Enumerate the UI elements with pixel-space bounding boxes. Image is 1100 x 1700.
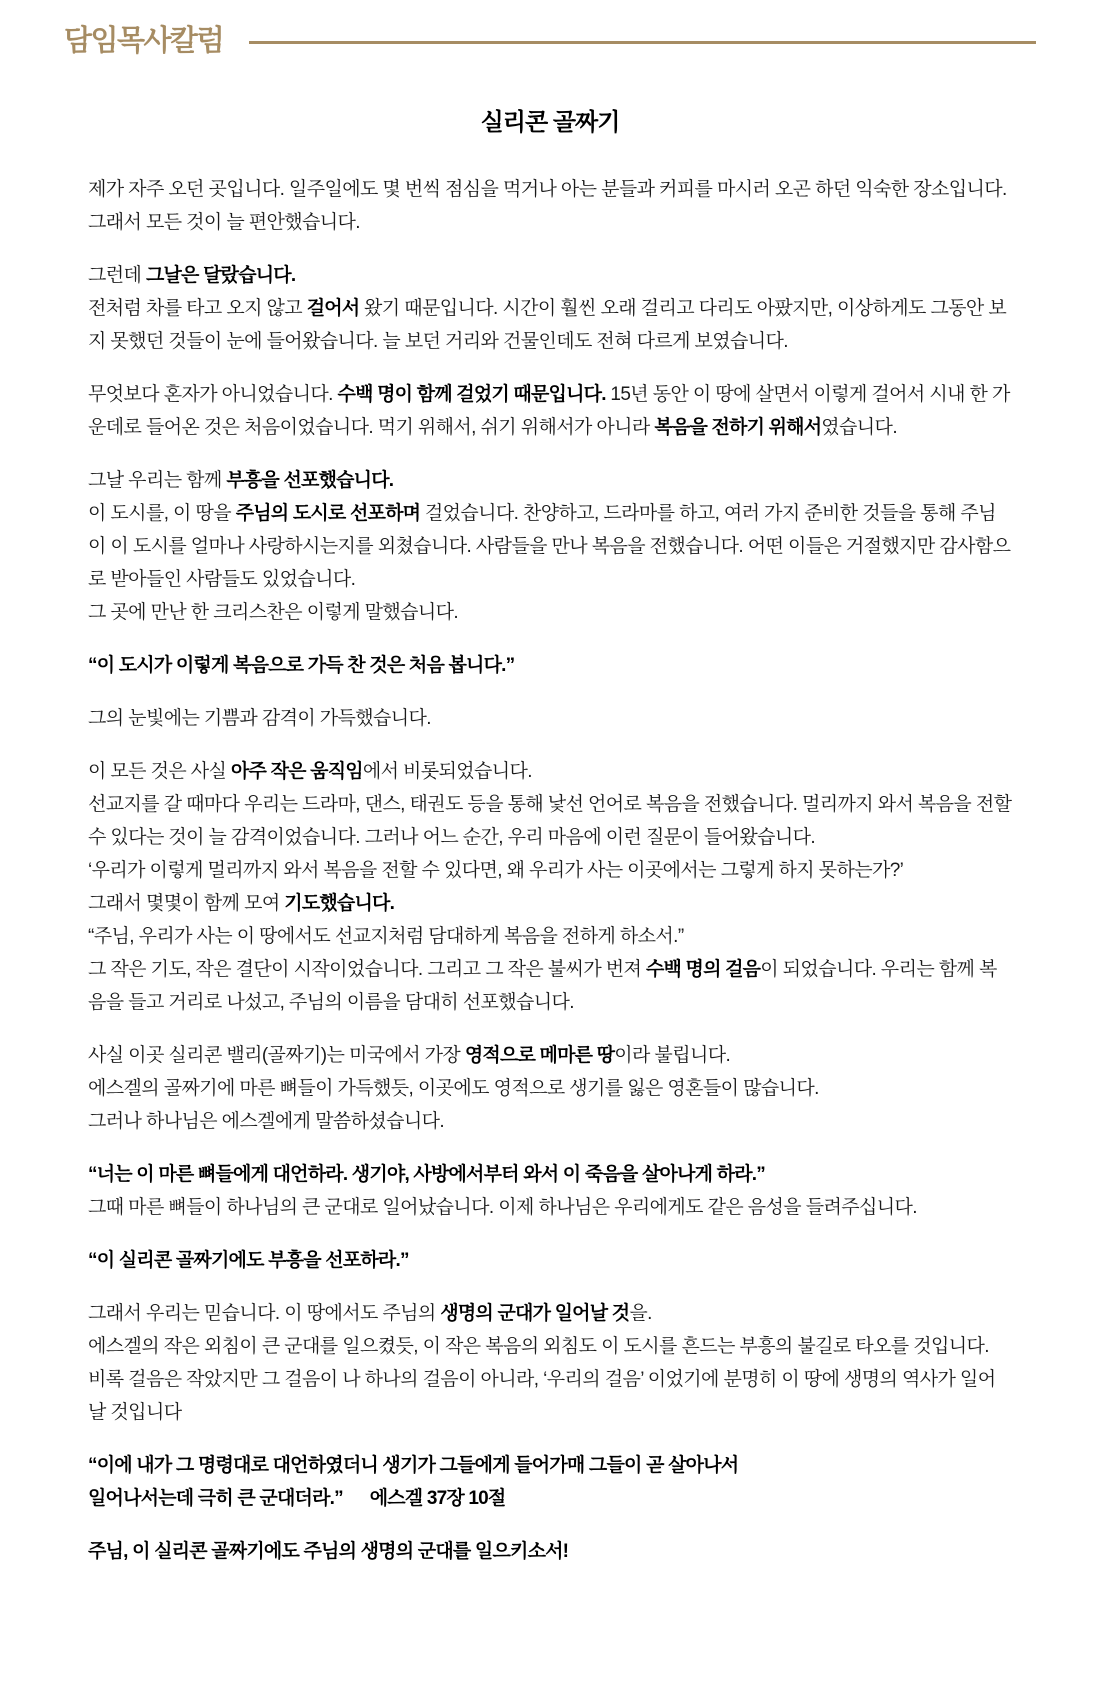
body-text: 이라 불립니다. [614, 1044, 731, 1066]
emphasis-text: 일어나서는데 극히 큰 군대더라.” 에스겔 37장 10절 [88, 1487, 506, 1509]
article-body [0, 173, 1100, 1568]
body-text: 걸었습니다. 찬양하고, 드라마를 하고, 여러 가지 준비한 것들을 통해 주님이 이 도시를 얼마나 사랑하시는지를 외쳤습니다. 사람들을 만나 복음을 전했습니다. 어떤 이들은 거절했지만 감사함으로 받아들인 사람들도 있었습니다. [88, 502, 1011, 590]
body-text: 그래서 우리는 믿습니다. 이 땅에서도 주님의 [88, 1302, 441, 1324]
article [0, 102, 1100, 1568]
emphasis-text: “이 도시가 이렇게 복음으로 가득 찬 것은 처음 봅니다.” [88, 654, 515, 676]
emphasis-text: 아주 작은 움직임 [231, 760, 363, 782]
body-text: 이 되었습니다. 우리는 함께 복음을 들고 거리로 나섰고, 주님의 이름을 담대히 선포했습니다. [88, 958, 997, 1013]
page-header [0, 0, 1100, 58]
header-divider [249, 41, 1036, 44]
paragraph [88, 702, 1013, 735]
body-text: 왔기 때문입니다. 시간이 훨씬 오래 걸리고 다리도 아팠지만, 이상하게도 그동안 보지 못했던 것들이 눈에 들어왔습니다. 늘 보던 거리와 건물인데도 전혀 다르게 보였습니다. [88, 297, 1007, 352]
emphasis-text: 주님, 이 실리콘 골짜기에도 주님의 생명의 군대를 일으키소서! [88, 1540, 569, 1562]
paragraph [88, 1158, 1013, 1224]
emphasis-text: 수백 명이 함께 걸었기 때문입니다. [337, 383, 606, 405]
paragraph [88, 464, 1013, 629]
body-text: 15년 동안 이 땅에 살면서 이렇게 걸어서 시내 한 가운데로 들어온 것은 처음이었습니다. 먹기 위해서, 쉬기 위해서가 아니라 [88, 383, 1010, 438]
body-text: 그때 마른 뼈들이 하나님의 큰 군대로 일어났습니다. 이제 하나님은 우리에게도 같은 음성을 들려주십니다. [88, 1196, 917, 1218]
emphasis-text: 영적으로 메마른 땅 [464, 1044, 615, 1066]
body-text: 그 작은 기도, 작은 결단이 시작이었습니다. 그리고 그 작은 불씨가 번져 [88, 958, 646, 980]
paragraph [88, 378, 1013, 444]
emphasis-text: “이에 내가 그 명령대로 대언하였더니 생기가 그들에게 들어가매 그들이 곧 살아나서 [88, 1454, 739, 1476]
emphasis-text: “이 실리콘 골짜기에도 부흥을 선포하라.” [88, 1249, 409, 1271]
body-text: 에스겔의 작은 외침이 큰 군대를 일으켰듯, 이 작은 복음의 외침도 이 도시를 흔드는 부흥의 불길로 타오를 것입니다. [88, 1335, 989, 1357]
paragraph [88, 1244, 1013, 1277]
paragraph [88, 1449, 1013, 1515]
body-text: 비록 걸음은 작았지만 그 걸음이 나 하나의 걸음이 아니라, ‘우리의 걸음’ 이었기에 분명히 이 땅에 생명의 역사가 일어날 것입니다 [88, 1368, 996, 1423]
emphasis-text: 주님의 도시로 선포하며 [235, 502, 421, 524]
body-text: ‘우리가 이렇게 멀리까지 와서 복음을 전할 수 있다면, 왜 우리가 사는 이곳에서는 그렇게 하지 못하는가?’ [88, 859, 904, 881]
body-text: 였습니다. [821, 416, 897, 438]
body-text: 선교지를 갈 때마다 우리는 드라마, 댄스, 태권도 등을 통해 낯선 언어로 복음을 전했습니다. 멀리까지 와서 복음을 전할 수 있다는 것이 늘 감격이었습니다. 그러나 어느 순간, 우리 마음에 이런 질문이 들어왔습니다. [88, 793, 1012, 848]
paragraph [88, 755, 1013, 1019]
body-text: “주님, 우리가 사는 이 땅에서도 선교지처럼 담대하게 복음을 전하게 하소서.” [88, 925, 684, 947]
paragraph [88, 1039, 1013, 1138]
body-text: 그러나 하나님은 에스겔에게 말씀하셨습니다. [88, 1110, 445, 1132]
body-text: 그래서 몇몇이 함께 모여 [88, 892, 285, 914]
emphasis-text: 부흥을 선포했습니다. [226, 469, 394, 491]
emphasis-text: 생명의 군대가 일어날 것 [440, 1302, 630, 1324]
emphasis-text: 수백 명의 걸음 [645, 958, 761, 980]
paragraph [88, 649, 1013, 682]
body-text: 을. [629, 1302, 652, 1324]
body-text: 그의 눈빛에는 기쁨과 감격이 가득했습니다. [88, 707, 431, 729]
emphasis-text: 걸어서 [306, 297, 360, 319]
paragraph [88, 173, 1013, 239]
body-text: 제가 자주 오던 곳입니다. 일주일에도 몇 번씩 점심을 먹거나 아는 분들과 커피를 마시러 오곤 하던 익숙한 장소입니다. 그래서 모든 것이 늘 편안했습니다. [88, 178, 1007, 233]
paragraph [88, 1535, 1013, 1568]
paragraph [88, 259, 1013, 358]
body-text: 이 도시를, 이 땅을 [88, 502, 236, 524]
body-text: 이 모든 것은 사실 [88, 760, 231, 782]
body-text: 그런데 [88, 264, 146, 286]
emphasis-text: 복음을 전하기 위해서 [654, 416, 822, 438]
body-text: 에서 비롯되었습니다. [362, 760, 532, 782]
emphasis-text: 기도했습니다. [284, 892, 395, 914]
body-text: 전처럼 차를 타고 오지 않고 [88, 297, 307, 319]
emphasis-text: “너는 이 마른 뼈들에게 대언하라. 생기야, 사방에서부터 와서 이 죽음을 살아나게 하라.” [88, 1163, 765, 1185]
emphasis-text: 그날은 달랐습니다. [145, 264, 296, 286]
body-text: 그 곳에 만난 한 크리스찬은 이렇게 말했습니다. [88, 601, 459, 623]
paragraph [88, 1297, 1013, 1429]
body-text: 에스겔의 골짜기에 마른 뼈들이 가득했듯, 이곳에도 영적으로 생기를 잃은 영혼들이 많습니다. [88, 1077, 819, 1099]
article-title: 실리콘 골짜기 [480, 108, 620, 136]
body-text: 그날 우리는 함께 [88, 469, 227, 491]
body-text: 사실 이곳 실리콘 밸리(골짜기)는 미국에서 가장 [88, 1044, 465, 1066]
column-label: 담임목사칼럼 [64, 25, 224, 57]
body-text: 무엇보다 혼자가 아니었습니다. [88, 383, 338, 405]
